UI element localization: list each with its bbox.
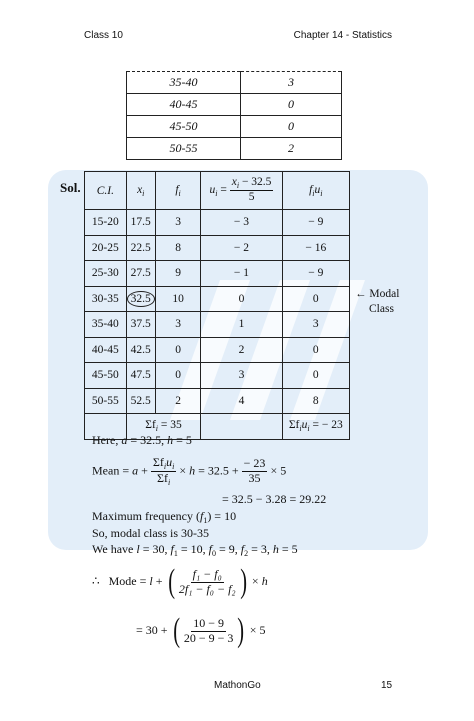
col-header-ui: $u_i$ = $\frac{x_i - 32.5}{5}$ <box>201 172 282 210</box>
table-row-modal <box>85 286 350 312</box>
cell-xi: 22.5 <box>126 235 155 261</box>
col-header-fi: $f_i$ <box>155 172 201 210</box>
table-row <box>85 337 350 363</box>
cell-fiui: − 9 <box>282 261 349 287</box>
mean-result: = 32.5 − 3.28 = 29.22 <box>222 492 327 506</box>
cell-xi: 52.5 <box>126 388 155 414</box>
maximum-frequency: Maximum frequency $(f_1) = 10$ <box>92 509 237 525</box>
modal-class-statement: So, modal class is 30-35 <box>92 526 209 540</box>
table-row <box>85 312 350 338</box>
class-interval: 50-55 <box>127 138 241 160</box>
page-number: 15 <box>381 680 393 691</box>
header-class: Class 10 <box>84 30 123 41</box>
table-row <box>85 388 350 414</box>
col-header-xi: $x_i$ <box>126 172 155 210</box>
header-chapter: Chapter 14 - Statistics <box>293 30 392 41</box>
cell-ui: 2 <box>201 337 282 363</box>
table-row <box>85 363 350 389</box>
frequency: 0 <box>241 94 342 116</box>
cell-ci: 15-20 <box>85 210 127 236</box>
footer-brand: MathonGo <box>214 680 261 691</box>
cell-ci: 20-25 <box>85 235 127 261</box>
cell-ci: 50-55 <box>85 388 127 414</box>
cell-ui: 0 <box>201 286 282 312</box>
col-header-ci: C.I. <box>85 172 127 210</box>
cell-fiui: 8 <box>282 388 349 414</box>
cell-xi: 17.5 <box>126 210 155 236</box>
cell-fiui: 0 <box>282 337 349 363</box>
solution-label: Sol. <box>60 180 81 195</box>
cell-xi: 47.5 <box>126 363 155 389</box>
cell-ci: 35-40 <box>85 312 127 338</box>
cell-ui: 1 <box>201 312 282 338</box>
cell-fi: 0 <box>155 363 201 389</box>
solution-table <box>84 171 350 440</box>
table-header-row <box>85 172 350 210</box>
cell-fiui: 3 <box>282 312 349 338</box>
modal-class-note: ← Modal Class <box>355 288 400 315</box>
table-row <box>85 210 350 236</box>
table-row <box>85 235 350 261</box>
cell-ui: 4 <box>201 388 282 414</box>
cell-fi: 3 <box>155 210 201 236</box>
given-mode-values: We have l = 30, $f_1 = 10$, $f_0 = 9$, $f_2 = 3$, h = 5 <box>92 542 298 558</box>
table-row <box>85 261 350 287</box>
continued-frequency-table <box>126 71 342 160</box>
cell-ci: 40-45 <box>85 337 127 363</box>
cell-xi: 27.5 <box>126 261 155 287</box>
cell-fiui: − 9 <box>282 210 349 236</box>
cell-ui: − 3 <box>201 210 282 236</box>
class-interval: 40-45 <box>127 94 241 116</box>
cell-sum-fu: $\Sigma f_iu_i$ = − 23 <box>282 414 349 440</box>
cell-xi: 42.5 <box>126 337 155 363</box>
table-row <box>127 116 342 138</box>
frequency: 3 <box>241 72 342 94</box>
cell-ci: 45-50 <box>85 363 127 389</box>
cell-fi: 8 <box>155 235 201 261</box>
frequency: 2 <box>241 138 342 160</box>
cell-fiui: 0 <box>282 363 349 389</box>
cell-ui: − 2 <box>201 235 282 261</box>
table-row <box>127 72 342 94</box>
cell-fi: 10 <box>155 286 201 312</box>
cell-ci: 25-30 <box>85 261 127 287</box>
cell-fi: 0 <box>155 337 201 363</box>
cell-xi <box>126 286 155 312</box>
cell-fiui: − 16 <box>282 235 349 261</box>
table-row <box>127 94 342 116</box>
cell-fiui: 0 <box>282 286 349 312</box>
cell-ci: 30-35 <box>85 286 127 312</box>
table-row <box>127 138 342 160</box>
col-header-fiui: $f_iu_i$ <box>282 172 349 210</box>
cell-empty <box>201 414 282 440</box>
given-values: Here, a = 32.5, h = 5 <box>92 433 192 447</box>
cell-fi: 9 <box>155 261 201 287</box>
cell-fi: 3 <box>155 312 201 338</box>
mode-formula: ∴ Mode = l + ( $\frac{\text{f₁ − f₀}}{\text{2f₁ − f₀ − f₂}}$ ) × h <box>92 563 268 600</box>
cell-ui: − 1 <box>201 261 282 287</box>
cell-sum-f: $\Sigma f_i = 35$ <box>126 414 201 440</box>
class-interval: 35-40 <box>127 72 241 94</box>
mean-formula: Mean = a + $\frac{\Sigma f_iu_i}{\Sigma f_i}$ × h = 32.5 + $\frac{- 23}{35}$ × 5 <box>92 455 287 488</box>
cell-xi: 37.5 <box>126 312 155 338</box>
cell-ui: 3 <box>201 363 282 389</box>
frequency: 0 <box>241 116 342 138</box>
cell-fi: 2 <box>155 388 201 414</box>
circled-midpoint: 32.5 <box>127 291 155 307</box>
mode-substitution: = 30 + ( $\frac{10 - 9}{20 - 9 - 3}$ ) × 5 <box>136 612 266 649</box>
class-interval: 45-50 <box>127 116 241 138</box>
